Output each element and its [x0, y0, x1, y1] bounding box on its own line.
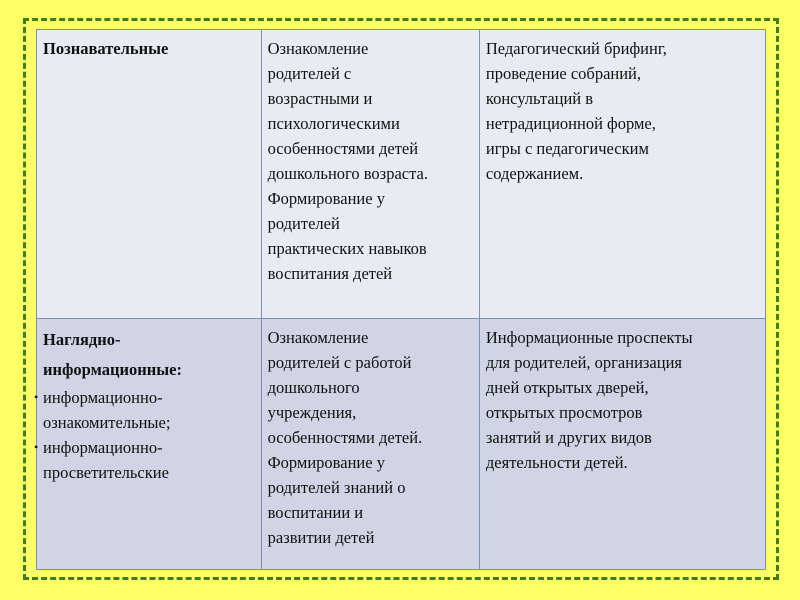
cell-forms	[479, 319, 765, 570]
cell-description	[261, 30, 479, 319]
cell-forms	[479, 30, 765, 319]
category-title: Познавательные	[43, 39, 169, 58]
forms-text: Информационные проспекты для родителей, организация дней открытых дверей, открытых просмотров занятий и других видов деятельности детей.	[485, 328, 693, 472]
forms-text: Педагогический брифинг, проведение собраний, консультаций в нетрадиционной форме, игры с педагогическим содержанием.	[485, 39, 667, 183]
description-text: Ознакомление родителей с работой дошкольного учреждения, особенностями детей. Формирование у родителей знаний о воспитании и развитии детей	[267, 328, 423, 547]
category-title: Наглядно- информационные:	[43, 330, 182, 379]
content-table	[36, 29, 766, 570]
list-item: • информационно- ознакомительные;	[43, 385, 255, 435]
cell-category	[37, 319, 262, 570]
table-row	[37, 30, 766, 319]
cell-category	[37, 30, 262, 319]
category-bullet-list	[43, 385, 255, 485]
cell-description	[261, 319, 479, 570]
description-text: Ознакомление родителей с возрастными и психологическими особенностями детей дошкольного возраста. Формирование у родителей практических навыков воспитания детей	[267, 39, 428, 283]
list-item: • информационно- просветительские	[43, 435, 255, 485]
table-row	[37, 319, 766, 570]
